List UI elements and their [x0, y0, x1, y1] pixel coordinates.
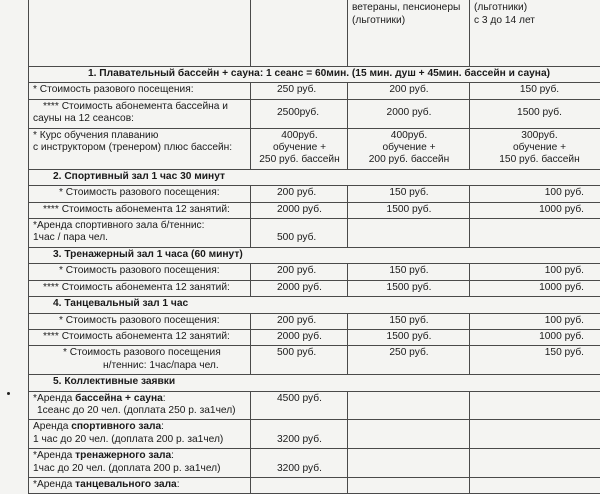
- header-row: [29, 0, 600, 67]
- price-pensioner: 400руб. обучение + 200 руб. бассейн: [348, 128, 470, 169]
- table-row: [29, 346, 600, 375]
- row-label: *Аренда танцевального зала:: [29, 477, 251, 493]
- empty-cell: [348, 449, 470, 478]
- price-adult: 200 руб.: [251, 186, 348, 202]
- header-services: [29, 0, 251, 67]
- price-adult: 3200 руб.: [251, 420, 348, 449]
- empty-cell: [470, 420, 600, 449]
- row-label: Аренда спортивного зала: 1 час до 20 чел. (доплата 200 р. за1чел): [29, 420, 251, 449]
- price-pensioner: 150 руб.: [348, 186, 470, 202]
- price-adult: 2500руб.: [251, 99, 348, 128]
- empty-cell: [348, 219, 470, 248]
- price-adult: 400руб. обучение + 250 руб. бассейн: [251, 128, 348, 169]
- price-adult: 2000 руб.: [251, 280, 348, 296]
- table-row: [29, 477, 600, 493]
- row-label: * Стоимость разового посещения:: [29, 264, 251, 280]
- row-label: * Стоимость разового посещения:: [29, 83, 251, 99]
- price-adult: 250 руб.: [251, 83, 348, 99]
- empty-cell: [470, 449, 600, 478]
- table-row: [29, 420, 600, 449]
- scan-dot: [7, 392, 10, 395]
- empty-cell: [251, 477, 348, 493]
- table-row: [29, 264, 600, 280]
- empty-cell: [470, 477, 600, 493]
- price-child: 1500 руб.: [470, 99, 600, 128]
- row-label: *Аренда бассейна + сауна: 1сеанс до 20 чел. (доплата 250 р. за1чел): [29, 391, 251, 420]
- empty-cell: [470, 219, 600, 248]
- section-2-title: 2. Спортивный зал 1 час 30 минут: [29, 169, 600, 185]
- section-title-row: [29, 67, 600, 83]
- table-row: [29, 313, 600, 329]
- row-label: * Курс обучения плаванию с инструктором (тренером) плюс бассейн:: [29, 128, 251, 169]
- table-row: [29, 83, 600, 99]
- section-title-row: [29, 375, 600, 391]
- price-pensioner: 1500 руб.: [348, 329, 470, 345]
- row-label: **** Стоимость абонемента 12 занятий:: [29, 280, 251, 296]
- row-label: *Аренда тренажерного зала: 1час до 20 чел. (доплата 200 р. за1чел): [29, 449, 251, 478]
- table-row: [29, 449, 600, 478]
- table-row: [29, 280, 600, 296]
- price-adult: 3200 руб.: [251, 449, 348, 478]
- price-pensioner: 1500 руб.: [348, 202, 470, 218]
- row-label: **** Стоимость абонемента 12 занятий:: [29, 329, 251, 345]
- header-pensioners: ветераны, пенсионеры (льготники): [348, 0, 470, 67]
- section-title-row: [29, 247, 600, 263]
- price-child: 300руб. обучение + 150 руб. бассейн: [470, 128, 600, 169]
- table-row: [29, 329, 600, 345]
- empty-cell: [348, 391, 470, 420]
- row-label: **** Стоимость абонемента бассейна и сауны на 12 сеансов:: [29, 99, 251, 128]
- price-child: 100 руб.: [470, 313, 600, 329]
- table-row: [29, 128, 600, 169]
- empty-cell: [348, 477, 470, 493]
- price-child: 1000 руб.: [470, 280, 600, 296]
- price-adult: 4500 руб.: [251, 391, 348, 420]
- section-5-title: 5. Коллективные заявки: [29, 375, 600, 391]
- table-row: [29, 391, 600, 420]
- row-label: * Стоимость разового посещения:: [29, 313, 251, 329]
- price-child: 100 руб.: [470, 186, 600, 202]
- price-adult: 200 руб.: [251, 264, 348, 280]
- price-pensioner: 150 руб.: [348, 313, 470, 329]
- row-label: * Стоимость разового посещения н/теннис: 1час/пара чел.: [29, 346, 251, 375]
- header-adults: [251, 0, 348, 67]
- table-row: [29, 186, 600, 202]
- header-children: (льготники) с 3 до 14 лет: [470, 0, 600, 67]
- row-label: * Стоимость разового посещения:: [29, 186, 251, 202]
- price-child: 1000 руб.: [470, 202, 600, 218]
- price-adult: 500 руб.: [251, 346, 348, 375]
- section-title-row: [29, 297, 600, 313]
- price-adult: 2000 руб.: [251, 202, 348, 218]
- price-adult: 2000 руб.: [251, 329, 348, 345]
- price-pensioner: 200 руб.: [348, 83, 470, 99]
- section-1-title: 1. Плавательный бассейн + сауна: 1 сеанс = 60мин. (15 мин. душ + 45мин. бассейн и сауна): [29, 67, 600, 83]
- price-pensioner: 150 руб.: [348, 264, 470, 280]
- empty-cell: [348, 420, 470, 449]
- row-label: **** Стоимость абонемента 12 занятий:: [29, 202, 251, 218]
- price-child: 150 руб.: [470, 83, 600, 99]
- table-row: [29, 202, 600, 218]
- table-row: [29, 99, 600, 128]
- price-child: 100 руб.: [470, 264, 600, 280]
- price-child: 1000 руб.: [470, 329, 600, 345]
- section-3-title: 3. Тренажерный зал 1 часа (60 минут): [29, 247, 600, 263]
- table-row: [29, 219, 600, 248]
- section-4-title: 4. Танцевальный зал 1 час: [29, 297, 600, 313]
- section-title-row: [29, 169, 600, 185]
- price-table: [28, 0, 600, 494]
- price-pensioner: 2000 руб.: [348, 99, 470, 128]
- empty-cell: [470, 391, 600, 420]
- price-child: 150 руб.: [470, 346, 600, 375]
- price-pensioner: 250 руб.: [348, 346, 470, 375]
- price-adult: 200 руб.: [251, 313, 348, 329]
- price-adult: 500 руб.: [251, 219, 348, 248]
- price-pensioner: 1500 руб.: [348, 280, 470, 296]
- row-label: *Аренда спортивного зала б/теннис: 1час / пара чел.: [29, 219, 251, 248]
